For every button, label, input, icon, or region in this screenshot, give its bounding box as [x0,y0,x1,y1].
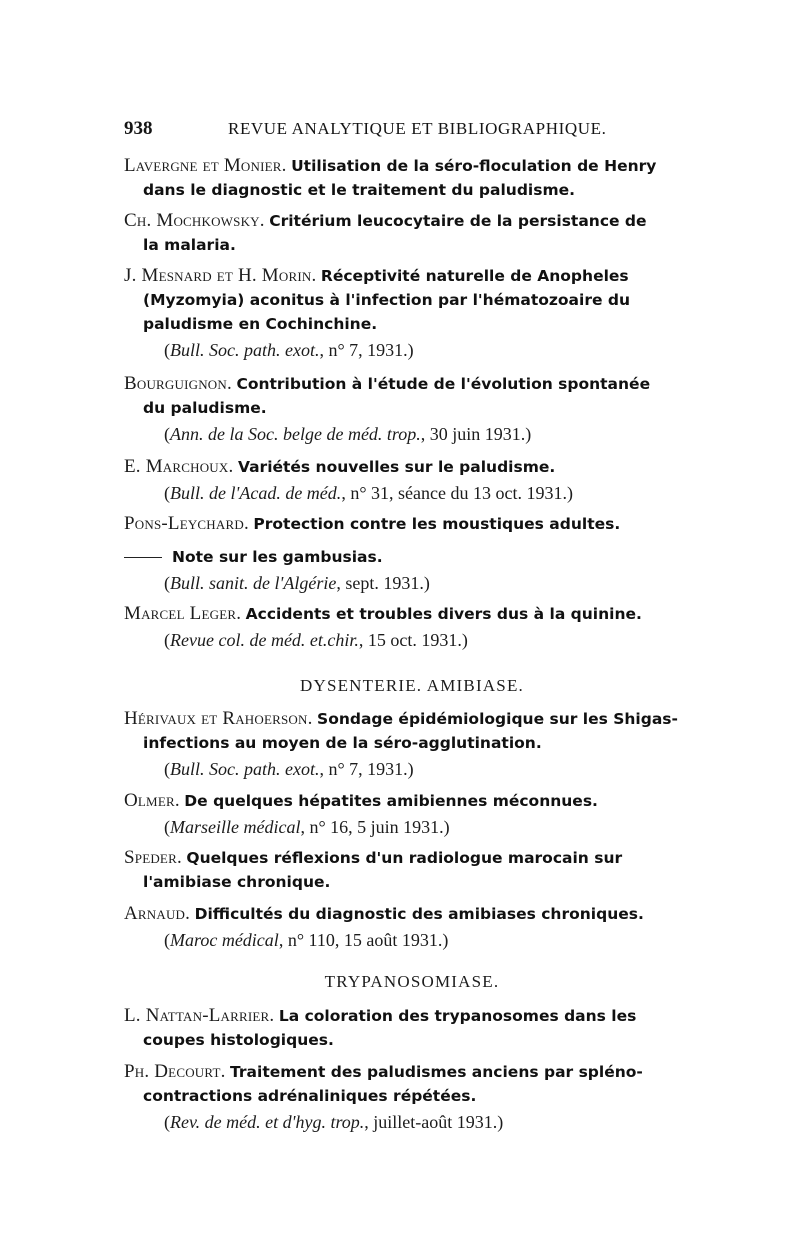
citation-details: , n° 7, 1931.) [319,759,414,779]
citation-journal: Bull. Soc. path. exot. [170,759,320,779]
entry-title: infections au moyen de la séro-agglutination. [143,734,542,752]
entry-citation: (Bull. Soc. path. exot., n° 7, 1931.) [164,759,414,779]
entry-title: Réceptivité naturelle de Anopheles [320,267,629,285]
entry-citation: (Maroc médical, n° 110, 15 août 1931.) [164,930,449,950]
entry-title: l'amibiase chronique. [143,873,331,891]
citation-journal: Revue col. de méd. et.chir. [170,630,359,650]
entry-author: Pons-Leychard. [124,513,249,534]
entry-citation: (Bull. Soc. path. exot., n° 7, 1931.) [164,340,414,360]
entry-title: De quelques hépatites amibiennes méconnues. [184,792,598,810]
entry-author: L. Nattan-Larrier. [124,1005,275,1026]
entry-title: Sondage épidémiologique sur les Shigas- [317,710,678,728]
entry-citation: (Bull. de l'Acad. de méd., n° 31, séance du 13 oct. 1931.) [164,483,573,503]
entry-author: Hérivaux et Rahoerson. [124,708,313,729]
entry-title: Traitement des paludismes anciens par spléno- [230,1063,643,1081]
entry-title: dans le diagnostic et le traitement du paludisme. [143,181,576,199]
citation-details: , n° 31, séance du 13 oct. 1931.) [341,483,573,503]
entry-author: Olmer. [124,790,180,811]
citation-details: , n° 16, 5 juin 1931.) [300,817,450,837]
entry-title: la malaria. [143,236,236,254]
entry-author: Ph. Decourt. [124,1061,226,1082]
page-number: 938 [124,118,153,139]
entry-title: Accidents et troubles divers dus à la quinine. [245,605,642,623]
entry-author: Bourguignon. [124,373,232,394]
citation-details: , n° 7, 1931.) [319,340,414,360]
entry-title: Utilisation de la séro-floculation de Henry [291,157,657,175]
entry-title: Critérium leucocytaire de la persistance de [269,212,647,230]
citation-details: , 30 juin 1931.) [420,424,532,444]
citation-journal: Bull. sanit. de l'Algérie [170,573,337,593]
ditto-dash [124,557,162,558]
entry-author: J. Mesnard et H. Morin. [124,265,317,286]
section-heading-dysenterie: DYSENTERIE. AMIBIASE. [299,676,524,695]
entry-author: Ch. Mochkowsky. [124,210,265,231]
entry-citation: (Ann. de la Soc. belge de méd. trop., 30 juin 1931.) [164,424,532,444]
entry-author: E. Marchoux. [124,456,234,477]
entry-title: Difficultés du diagnostic des amibiases chroniques. [194,905,644,923]
entry-citation: (Rev. de méd. et d'hyg. trop., juillet-août 1931.) [164,1112,504,1132]
citation-journal: Bull. Soc. path. exot. [170,340,320,360]
entry-title: paludisme en Cochinchine. [143,315,378,333]
entry-title: Contribution à l'étude de l'évolution spontanée [236,375,651,393]
citation-details: , n° 110, 15 août 1931.) [278,930,449,950]
citation-journal: Ann. de la Soc. belge de méd. trop. [170,424,421,444]
entry-citation: (Revue col. de méd. et.chir., 15 oct. 1931.) [164,630,468,650]
citation-journal: Maroc médical [170,930,279,950]
section-heading-trypanosomiase: TRYPANOSOMIASE. [324,972,500,991]
citation-journal: Marseille médical [170,817,301,837]
entry-title: Protection contre les moustiques adultes. [253,515,621,533]
citation-details: , 15 oct. 1931.) [358,630,468,650]
entry-title: La coloration des trypanosomes dans les [278,1007,637,1025]
entry-title: Variétés nouvelles sur le paludisme. [237,458,556,476]
entry-author: Speder. [124,847,182,868]
page-header [124,118,694,144]
entry-author: Lavergne et Monier. [124,155,287,176]
citation-journal: Bull. de l'Acad. de méd. [170,483,342,503]
entry-citation: (Bull. sanit. de l'Algérie, sept. 1931.) [164,573,430,593]
entry-title: (Myzomyia) aconitus à l'infection par l'hématozoaire du [143,291,631,309]
entry-title: Note sur les gambusias. [172,548,383,566]
entry-author: Marcel Leger. [124,603,242,624]
entry-title: contractions adrénaliniques répétées. [143,1087,477,1105]
citation-journal: Rev. de méd. et d'hyg. trop. [170,1112,365,1132]
running-title: REVUE ANALYTIQUE ET BIBLIOGRAPHIQUE. [228,119,607,138]
citation-details: , sept. 1931.) [336,573,430,593]
entry-author: Arnaud. [124,903,191,924]
citation-details: , juillet-août 1931.) [364,1112,504,1132]
entry-title: du paludisme. [143,399,267,417]
entry-citation: (Marseille médical, n° 16, 5 juin 1931.) [164,817,450,837]
entry-title: Quelques réflexions d'un radiologue marocain sur [186,849,623,867]
entry-title: coupes histologiques. [143,1031,334,1049]
